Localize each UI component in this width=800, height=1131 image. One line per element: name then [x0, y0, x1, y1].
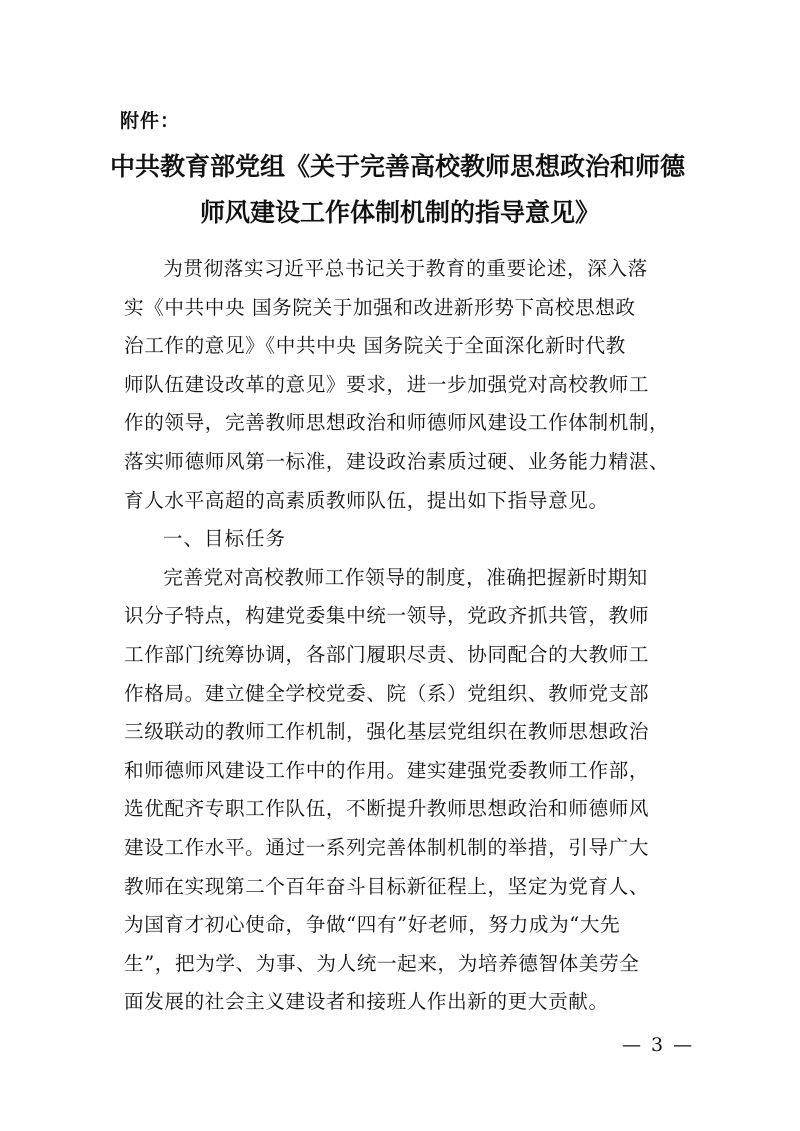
- text-line: 识分子特点，构建党委集中统一领导，党政齐抓共管，教师: [124, 604, 650, 628]
- text-line: 落实师德师风第一标准，建设政治素质过硬、业务能力精湛、: [124, 449, 670, 473]
- text-line: 师队伍建设改革的意见》要求，进一步加强党对高校教师工: [124, 372, 650, 396]
- attachment-label: 附件：: [120, 110, 181, 132]
- text-line: 治工作的意见》《中共中央 国务院关于全面深化新时代教: [124, 334, 626, 358]
- text-line: 育人水平高超的高素质教师队伍，提出如下指导意见。: [124, 488, 609, 512]
- text-line: 建设工作水平。通过一系列完善体制机制的举措，引导广大: [124, 835, 650, 859]
- text-line: 教师在实现第二个百年奋斗目标新征程上，坚定为党育人、: [124, 874, 650, 898]
- section-heading: 一、目标任务: [163, 527, 287, 551]
- text-line: 选优配齐专职工作队伍，不断提升教师思想政治和师德师风: [124, 797, 650, 821]
- text-line: 为贯彻落实习近平总书记关于教育的重要论述，深入落: [163, 257, 648, 280]
- text-line: 面发展的社会主义建设者和接班人作出新的更大贡献。: [124, 990, 609, 1014]
- text-line: 实《中共中央 国务院关于加强和改进新形势下高校思想政: [124, 295, 636, 319]
- text-line: 作格局。建立健全学校党委、院（系）党组织、教师党支部: [124, 681, 650, 705]
- intro-paragraph: [124, 250, 684, 520]
- text-line: 工作部门统筹协调，各部门履职尽责、协同配合的大教师工: [124, 642, 650, 666]
- text-line: 完善党对高校教师工作领导的制度，准确把握新时期知: [163, 565, 648, 589]
- document-body: [124, 250, 684, 1022]
- text-line: 三级联动的教师工作机制，强化基层党组织在教师思想政治: [124, 720, 650, 744]
- page-number: — 3 —: [622, 1034, 695, 1056]
- document-title-line-2: 师风建设工作体制机制的指导意见》: [199, 198, 600, 227]
- text-line: 为国育才初心使命，争做“四有”好老师，努力成为“大先: [124, 913, 621, 937]
- text-line: 生”，把为学、为事、为人统一起来，为培养德智体美劳全: [124, 951, 640, 975]
- text-line: 和师德师风建设工作中的作用。建实建强党委教师工作部，: [124, 758, 650, 782]
- text-line: 作的领导，完善教师思想政治和师德师风建设工作体制机制，: [124, 411, 670, 435]
- document-title-line-1: 中共教育部党组《关于完善高校教师思想政治和师德: [110, 152, 686, 181]
- section-paragraph: [124, 559, 684, 1022]
